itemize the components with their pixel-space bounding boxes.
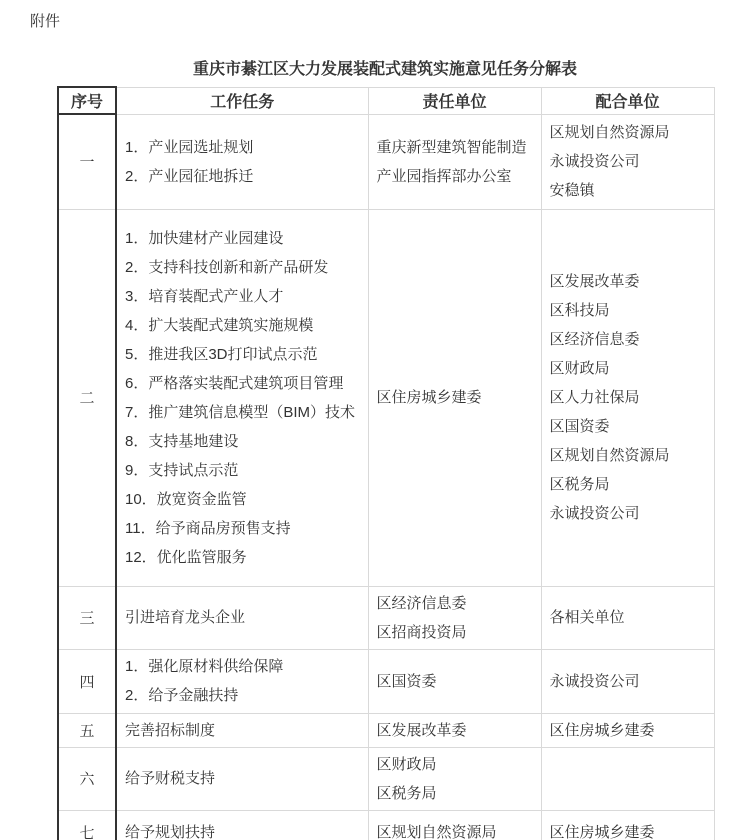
task-line-cell bbox=[116, 747, 368, 810]
responsible-unit-line: 区发展改革委 bbox=[376, 721, 467, 739]
cooperating-unit-line-cell bbox=[541, 586, 714, 649]
cooperating-unit-line: 区住房城乡建委 bbox=[549, 721, 655, 739]
cooperating-unit-line: 区科技局 bbox=[549, 302, 610, 319]
responsible-unit-line: 区招商投资局 bbox=[376, 623, 467, 641]
responsible-unit-line: 区住房城乡建委 bbox=[376, 389, 482, 406]
task-line: 6．严格落实装配式建筑项目管理 bbox=[125, 374, 344, 392]
cooperating-unit-line-cell bbox=[541, 114, 714, 209]
task-line: 2．给予金融扶持 bbox=[125, 687, 239, 704]
cooperating-unit-line-cell bbox=[541, 649, 714, 713]
task-line: 2．支持科技创新和新产品研发 bbox=[125, 258, 329, 276]
responsible-unit-line-cell bbox=[368, 114, 541, 209]
task-line: 8．支持基地建设 bbox=[125, 432, 239, 450]
table-row bbox=[58, 713, 714, 747]
task-table bbox=[57, 86, 715, 840]
task-line: 1．强化原材料供给保障 bbox=[125, 658, 284, 675]
responsible-unit-line-cell bbox=[368, 209, 541, 586]
table-row bbox=[58, 586, 714, 649]
header-responsible-unit: 责任单位 bbox=[368, 87, 541, 114]
task-line-cell bbox=[116, 209, 368, 586]
header-index: 序号 bbox=[58, 87, 116, 114]
cooperating-unit-line: 区规划自然资源局 bbox=[549, 447, 670, 464]
cooperating-unit-line-cell bbox=[541, 747, 714, 810]
row-index-cell: 七 bbox=[58, 810, 116, 840]
table-row bbox=[58, 114, 714, 209]
page-title: 重庆市綦江区大力发展装配式建筑实施意见任务分解表 bbox=[192, 61, 577, 78]
responsible-unit-line: 区规划自然资源局 bbox=[376, 823, 497, 840]
responsible-unit-line: 区经济信息委 bbox=[376, 594, 467, 612]
task-line: 给予规划扶持 bbox=[125, 823, 216, 840]
cooperating-unit-line: 区住房城乡建委 bbox=[549, 823, 655, 840]
cooperating-unit-line: 区发展改革委 bbox=[549, 273, 640, 290]
table-row bbox=[58, 209, 714, 586]
task-line: 引进培育龙头企业 bbox=[125, 609, 246, 626]
task-line: 给予财税支持 bbox=[125, 770, 216, 787]
cooperating-unit-line: 区国资委 bbox=[549, 418, 610, 435]
responsible-unit-line: 区财政局 bbox=[376, 755, 437, 773]
header-cooperating-unit: 配合单位 bbox=[541, 87, 714, 114]
responsible-unit-line-cell bbox=[368, 747, 541, 810]
row-index-cell: 一 bbox=[58, 114, 116, 209]
row-index-cell: 六 bbox=[58, 747, 116, 810]
cooperating-unit-line: 区税务局 bbox=[549, 476, 610, 493]
cooperating-unit-line: 各相关单位 bbox=[549, 609, 625, 626]
responsible-unit-line-cell bbox=[368, 586, 541, 649]
task-line: 10．放宽资金监管 bbox=[125, 490, 247, 508]
responsible-unit-line: 重庆新型建筑智能制造 bbox=[376, 138, 527, 156]
task-line: 7．推广建筑信息模型（BIM）技术 bbox=[125, 403, 356, 421]
cooperating-unit-line: 永诚投资公司 bbox=[549, 672, 640, 690]
cooperating-unit-line: 区财政局 bbox=[549, 360, 610, 377]
task-line-cell bbox=[116, 810, 368, 840]
task-line: 完善招标制度 bbox=[125, 721, 216, 739]
cooperating-unit-line: 区规划自然资源局 bbox=[549, 124, 670, 141]
cooperating-unit-line: 永诚投资公司 bbox=[549, 505, 640, 522]
responsible-unit-line-cell bbox=[368, 713, 541, 747]
row-index-cell: 五 bbox=[58, 713, 116, 747]
task-line: 2．产业园征地拆迁 bbox=[125, 167, 254, 185]
task-line-cell bbox=[116, 649, 368, 713]
cooperating-unit-line-cell bbox=[541, 810, 714, 840]
responsible-unit-line: 区税务局 bbox=[376, 784, 437, 802]
row-index-cell: 三 bbox=[58, 586, 116, 649]
cooperating-unit-line-cell bbox=[541, 713, 714, 747]
task-line-cell bbox=[116, 114, 368, 209]
table-row bbox=[58, 649, 714, 713]
cooperating-unit-line-cell bbox=[541, 209, 714, 586]
task-line: 9．支持试点示范 bbox=[125, 461, 239, 479]
task-line: 11．给予商品房预售支持 bbox=[125, 519, 291, 537]
responsible-unit-line: 产业园指挥部办公室 bbox=[376, 167, 512, 185]
task-line: 4．扩大装配式建筑实施规模 bbox=[125, 316, 314, 334]
task-line-cell bbox=[116, 586, 368, 649]
task-line: 12．优化监管服务 bbox=[125, 548, 247, 566]
row-index-cell: 二 bbox=[58, 209, 116, 586]
header-row bbox=[58, 87, 714, 114]
table-row bbox=[58, 810, 714, 840]
responsible-unit-line: 区国资委 bbox=[376, 672, 437, 690]
responsible-unit-line-cell bbox=[368, 649, 541, 713]
table-body bbox=[58, 114, 714, 840]
table-row bbox=[58, 747, 714, 810]
task-line: 1．加快建材产业园建设 bbox=[125, 229, 284, 247]
task-line: 3．培育装配式产业人才 bbox=[125, 287, 284, 305]
table-header bbox=[58, 87, 714, 114]
row-index-cell: 四 bbox=[58, 649, 116, 713]
cooperating-unit-line: 安稳镇 bbox=[549, 182, 595, 199]
responsible-unit-line-cell bbox=[368, 810, 541, 840]
cooperating-unit-line: 永诚投资公司 bbox=[549, 153, 640, 170]
cooperating-unit-line: 区经济信息委 bbox=[549, 331, 640, 348]
cooperating-unit-line: 区人力社保局 bbox=[549, 389, 640, 406]
attachment-label: 附件 bbox=[30, 13, 61, 30]
task-line: 5．推进我区3D打印试点示范 bbox=[125, 345, 318, 363]
header-task: 工作任务 bbox=[116, 87, 368, 114]
task-line: 1．产业园选址规划 bbox=[125, 138, 254, 156]
task-line-cell bbox=[116, 713, 368, 747]
